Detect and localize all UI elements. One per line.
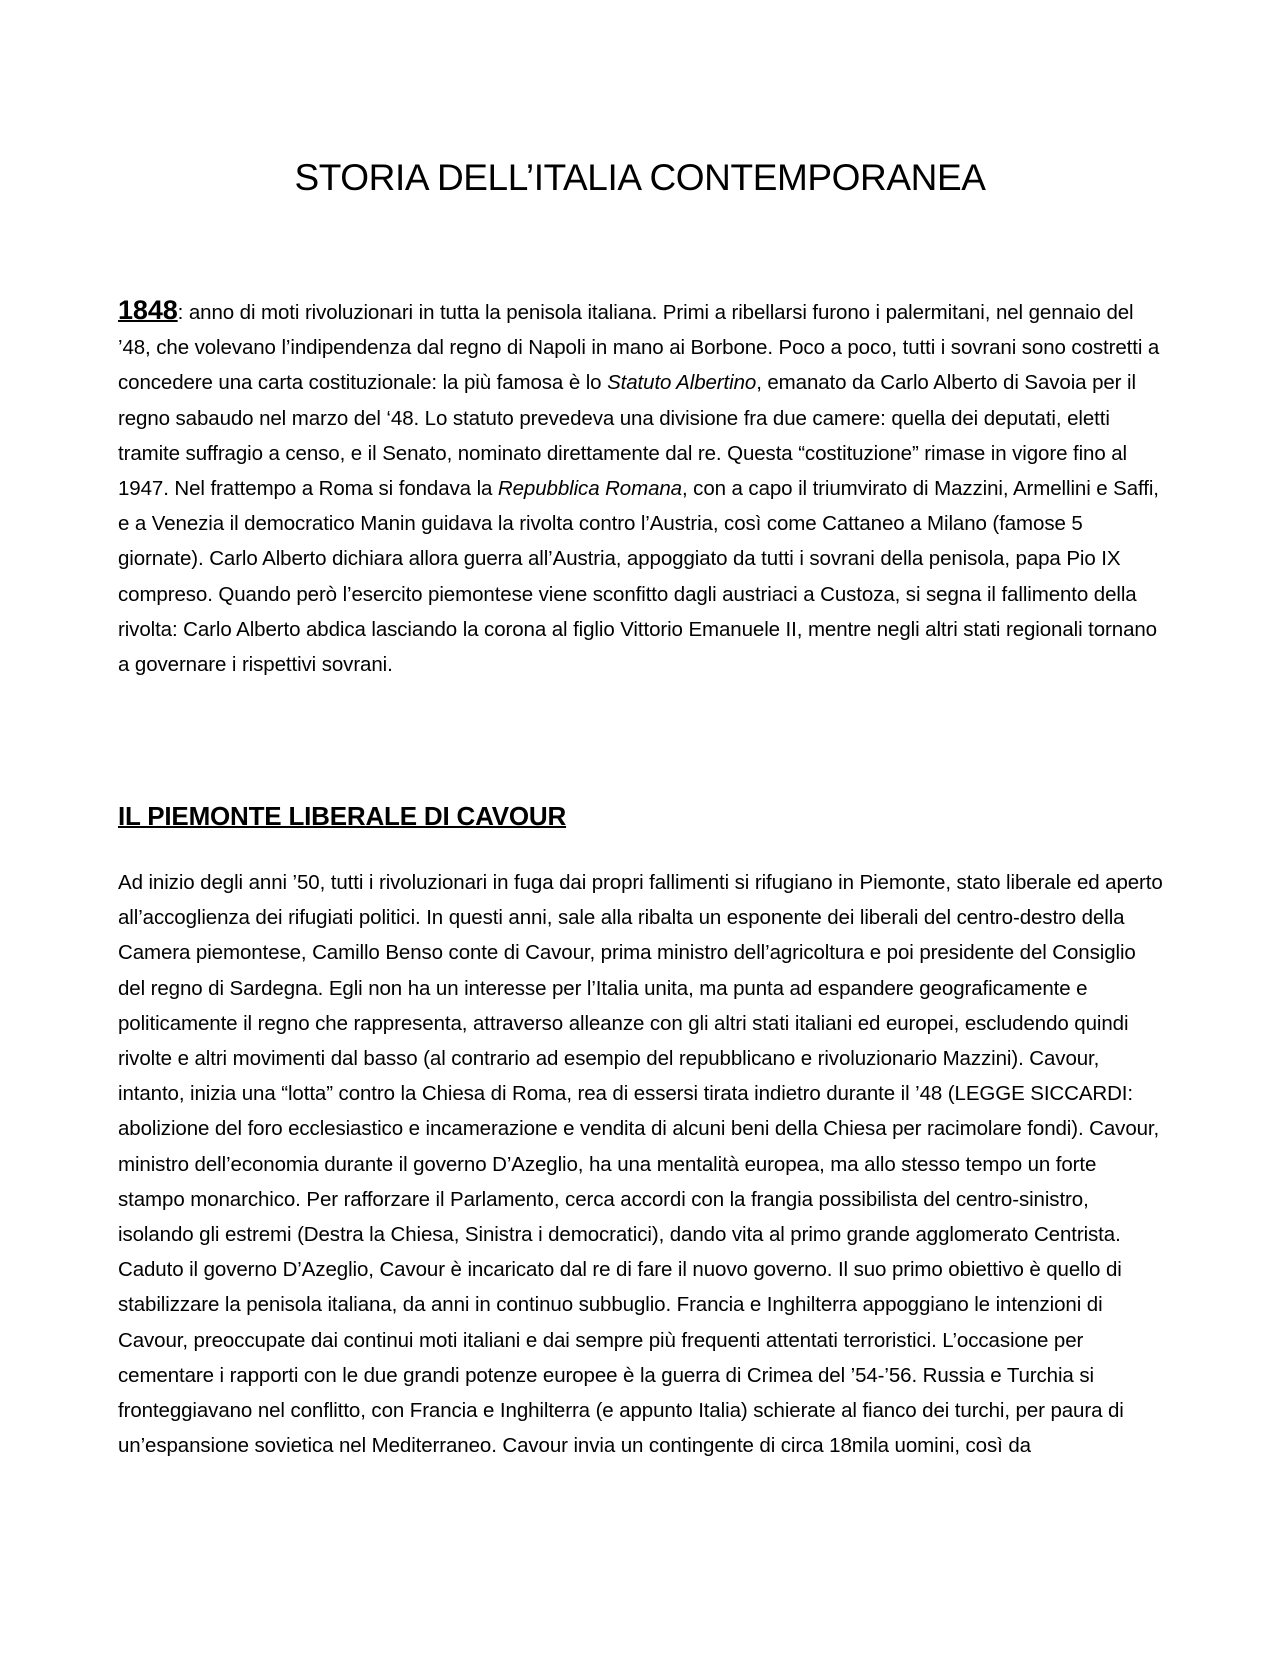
paragraph-1848 [118, 293, 1163, 682]
italic-term: Statuto Albertino [607, 371, 757, 395]
paragraph-text: , con a capo il triumvirato di Mazzini, Armellini e Saffi, e a Venezia il democratico Manin guidava la rivolta contro l’Austria, così come Cattaneo a Milano (famose 5 giornate). Carlo Alberto dichiara allora guerra all’Austria, appoggiato da tutti i sovrani della penisola, papa Pio IX compreso. Quando però l’esercito piemontese viene sconfitto dagli austriaci a Custoza, si segna il fallimento della rivolta: Carlo Alberto abdica lasciando la corona al figlio Vittorio Emanuele II, mentre negli altri stati regionali tornano a governare i rispettivi sovrani. [118, 477, 1159, 677]
document-title: STORIA DELL’ITALIA CONTEMPORANEA [294, 157, 986, 198]
section-heading-cavour: IL PIEMONTE LIBERALE DI CAVOUR [118, 801, 567, 831]
paragraph-cavour: Ad inizio degli anni ’50, tutti i rivoluzionari in fuga dai propri fallimenti si rifugiano in Piemonte, stato liberale ed aperto all’accoglienza dei rifugiati politici. In questi anni, sale alla ribalta un esponente dei liberali del centro-destro della Camera piemontese, Camillo Benso conte di Cavour, prima ministro dell’agricoltura e poi presidente del Consiglio del regno di Sardegna. Egli non ha un interesse per l’Italia unita, ma punta ad espandere geograficamente e politicamente il regno che rappresenta, attraverso alleanze con gli altri stati italiani ed europei, escludendo quindi rivolte e altri movimenti dal basso (al contrario ad esempio del repubblicano e rivoluzionario Mazzini). Cavour, intanto, inizia una “lotta” contro la Chiesa di Roma, rea di essersi tirata indietro durante il ’48 (LEGGE SICCARDI: abolizione del foro ecclesiastico e incamerazione e vendita di alcuni beni della Chiesa per racimolare fondi). Cavour, ministro dell’economia durante il governo D’Azeglio, ha una mentalità europea, ma allo stesso tempo un forte stampo monarchico. Per rafforzare il Parlamento, cerca accordi con la frangia possibilista del centro-sinistro, isolando gli estremi (Destra la Chiesa, Sinistra i democratici), dando vita al primo grande agglomerato Centrista. Caduto il governo D’Azeglio, Cavour è incaricato dal re di fare il nuovo governo. Il suo primo obiettivo è quello di stabilizzare la penisola italiana, da anni in continuo subbuglio. Francia e Inghilterra appoggiano le intenzioni di Cavour, preoccupate dai continui moti italiani e dai sempre più frequenti attentati terroristici. L’occasione per cementare i rapporti con le due grandi potenze europee è la guerra di Crimea del ’54-’56. Russia e Turchia si fronteggiavano nel conflitto, con Francia e Inghilterra (e appunto Italia) schierate al fianco dei turchi, per paura di un’espansione sovietica nel Mediterraneo. Cavour invia un contingente di circa 18mila uomini, così da [118, 871, 1163, 1458]
paragraph-text: : anno di moti rivoluzionari in tutta la penisola italiana. Primi a ribellarsi furono i palermitani, nel gennaio del ’48, che volevano l’indipendenza dal regno di Napoli in mano ai Borbone. Poco a poco, tutti i sovrani sono costretti a concedere una carta costituzionale: la più famosa è lo [118, 301, 1160, 395]
italic-term: Repubblica Romana [497, 477, 682, 501]
paragraph-text: , emanato da Carlo Alberto di Savoia per il regno sabaudo nel marzo del ‘48. Lo statuto prevedeva una divisione fra due camere: quella dei deputati, eletti tramite suffragio a censo, e il Senato, nominato direttamente dal re. Questa “costituzione” rimase in vigore fino al 1947. Nel frattempo a Roma si fondava la [118, 371, 1136, 501]
year-1848-heading: 1848 [118, 295, 178, 325]
